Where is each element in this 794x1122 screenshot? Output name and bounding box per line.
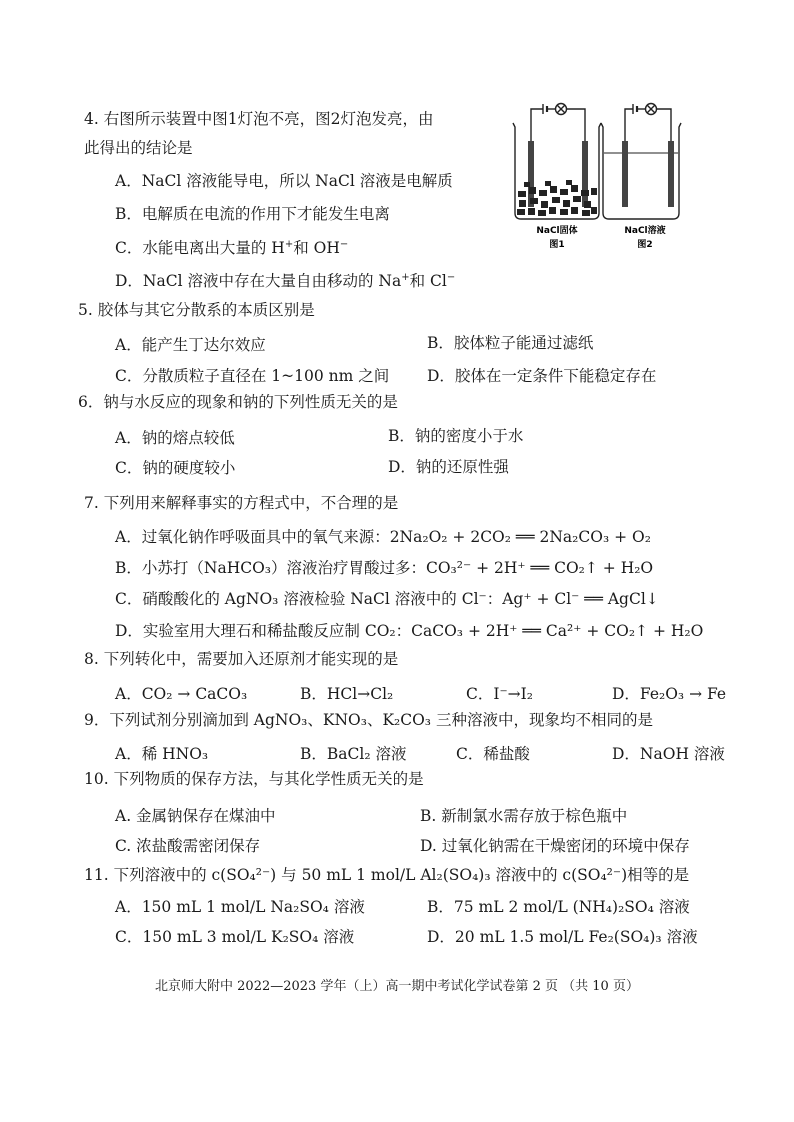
q8-option-c: C．I⁻→I₂ bbox=[466, 685, 533, 703]
q6-option-a: A．钠的熔点较低 bbox=[115, 429, 235, 447]
page-footer: 北京师大附中 2022—2023 学年（上）高一期中考试化学试卷第 2 页 （共 10 页） bbox=[155, 979, 639, 994]
q5-option-a: A．能产生丁达尔效应 bbox=[115, 336, 266, 354]
q9-option-a: A．稀 HNO₃ bbox=[115, 745, 209, 763]
plus-sup: + bbox=[401, 271, 410, 283]
q7-option-c: C．硝酸酸化的 AgNO₃ 溶液检验 NaCl 溶液中的 Cl⁻：Ag⁺ + Cl⁻ ══ AgCl↓ bbox=[115, 590, 659, 608]
q4-option-d-text2: 和 Cl bbox=[409, 272, 447, 290]
q4-option-c-text1: C．水能电离出大量的 H bbox=[115, 239, 285, 257]
conductivity-apparatus-figure bbox=[505, 95, 683, 255]
q9-stem: 9．下列试剂分别滴加到 AgNO₃、KNO₃、K₂CO₃ 三种溶液中，现象均不相同的是 bbox=[84, 711, 653, 729]
figure-2-caption: 图2 bbox=[637, 240, 653, 250]
q4-option-b: B．电解质在电流的作用下才能发生电离 bbox=[115, 205, 390, 223]
q6-option-b: B．钠的密度小于水 bbox=[388, 427, 524, 445]
q4-option-a: A．NaCl 溶液能导电，所以 NaCl 溶液是电解质 bbox=[115, 172, 453, 190]
q6-option-c: C．钠的硬度较小 bbox=[115, 459, 236, 477]
beaker-2 bbox=[601, 104, 681, 220]
q10-option-a: A. 金属钠保存在煤油中 bbox=[115, 807, 276, 825]
q11-stem: 11. 下列溶液中的 c(SO₄²⁻) 与 50 mL 1 mol/L Al₂(SO₄)₃ 溶液中的 c(SO₄²⁻)相等的是 bbox=[84, 866, 690, 884]
q7-option-a: A．过氧化钠作呼吸面具中的氧气来源：2Na₂O₂ + 2CO₂ ══ 2Na₂CO₃ + O₂ bbox=[115, 528, 651, 546]
q4-option-c bbox=[115, 237, 348, 259]
q9-option-d: D．NaOH 溶液 bbox=[612, 745, 725, 763]
q8-option-d: D．Fe₂O₃ → Fe bbox=[612, 685, 727, 703]
q5-option-d: D．胶体在一定条件下能稳定存在 bbox=[427, 367, 657, 385]
q10-option-b: B. 新制氯水需存放于棕色瓶中 bbox=[420, 807, 628, 825]
q8-stem: 8. 下列转化中，需要加入还原剂才能实现的是 bbox=[84, 650, 399, 668]
figure-2-label: NaCl溶液 bbox=[624, 226, 666, 236]
figure-1-label: NaCl固体 bbox=[536, 226, 578, 236]
q5-option-c: C．分散质粒子直径在 1~100 nm 之间 bbox=[115, 367, 390, 385]
q11-option-d: D．20 mL 1.5 mol/L Fe₂(SO₄)₃ 溶液 bbox=[427, 928, 698, 946]
q7-option-b: B．小苏打（NaHCO₃）溶液治疗胃酸过多：CO₃²⁻ + 2H⁺ ══ CO₂↑ + H₂O bbox=[115, 559, 654, 577]
q4-option-d-text1: D．NaCl 溶液中存在大量自由移动的 Na bbox=[115, 272, 402, 290]
q5-option-b: B．胶体粒子能通过滤纸 bbox=[427, 334, 594, 352]
q11-option-b: B．75 mL 2 mol/L (NH₄)₂SO₄ 溶液 bbox=[427, 898, 690, 916]
figure-1-caption: 图1 bbox=[549, 240, 565, 250]
q5-stem: 5. 胶体与其它分散系的本质区别是 bbox=[78, 301, 315, 319]
q10-option-d: D. 过氧化钠需在干燥密闭的环境中保存 bbox=[420, 837, 690, 855]
minus-sup: − bbox=[446, 271, 456, 283]
q10-option-c: C. 浓盐酸需密闭保存 bbox=[115, 837, 261, 855]
q6-option-d: D．钠的还原性强 bbox=[388, 458, 509, 476]
q6-stem: 6．钠与水反应的现象和钠的下列性质无关的是 bbox=[78, 393, 398, 411]
q7-stem: 7. 下列用来解释事实的方程式中，不合理的是 bbox=[84, 494, 399, 512]
plus-sup: + bbox=[284, 238, 294, 250]
q8-option-b: B．HCl→Cl₂ bbox=[300, 685, 394, 703]
q4-option-d bbox=[115, 270, 455, 292]
q10-stem: 10. 下列物质的保存方法，与其化学性质无关的是 bbox=[84, 770, 424, 788]
q4-stem-line2: 此得出的结论是 bbox=[84, 139, 193, 157]
q4-stem-line1: 4. 右图所示装置中图1灯泡不亮，图2灯泡发亮，由 bbox=[84, 110, 434, 128]
q11-option-c: C．150 mL 3 mol/L K₂SO₄ 溶液 bbox=[115, 928, 355, 946]
minus-sup: − bbox=[339, 238, 349, 250]
q9-option-b: B．BaCl₂ 溶液 bbox=[300, 745, 407, 763]
q8-option-a: A．CO₂ → CaCO₃ bbox=[115, 685, 248, 703]
q4-option-c-text2: 和 OH bbox=[293, 239, 340, 257]
q7-option-d: D．实验室用大理石和稀盐酸反应制 CO₂：CaCO₃ + 2H⁺ ══ Ca²⁺ + CO₂↑ + H₂O bbox=[115, 622, 704, 640]
q11-option-a: A．150 mL 1 mol/L Na₂SO₄ 溶液 bbox=[115, 898, 365, 916]
q9-option-c: C．稀盐酸 bbox=[456, 745, 530, 763]
